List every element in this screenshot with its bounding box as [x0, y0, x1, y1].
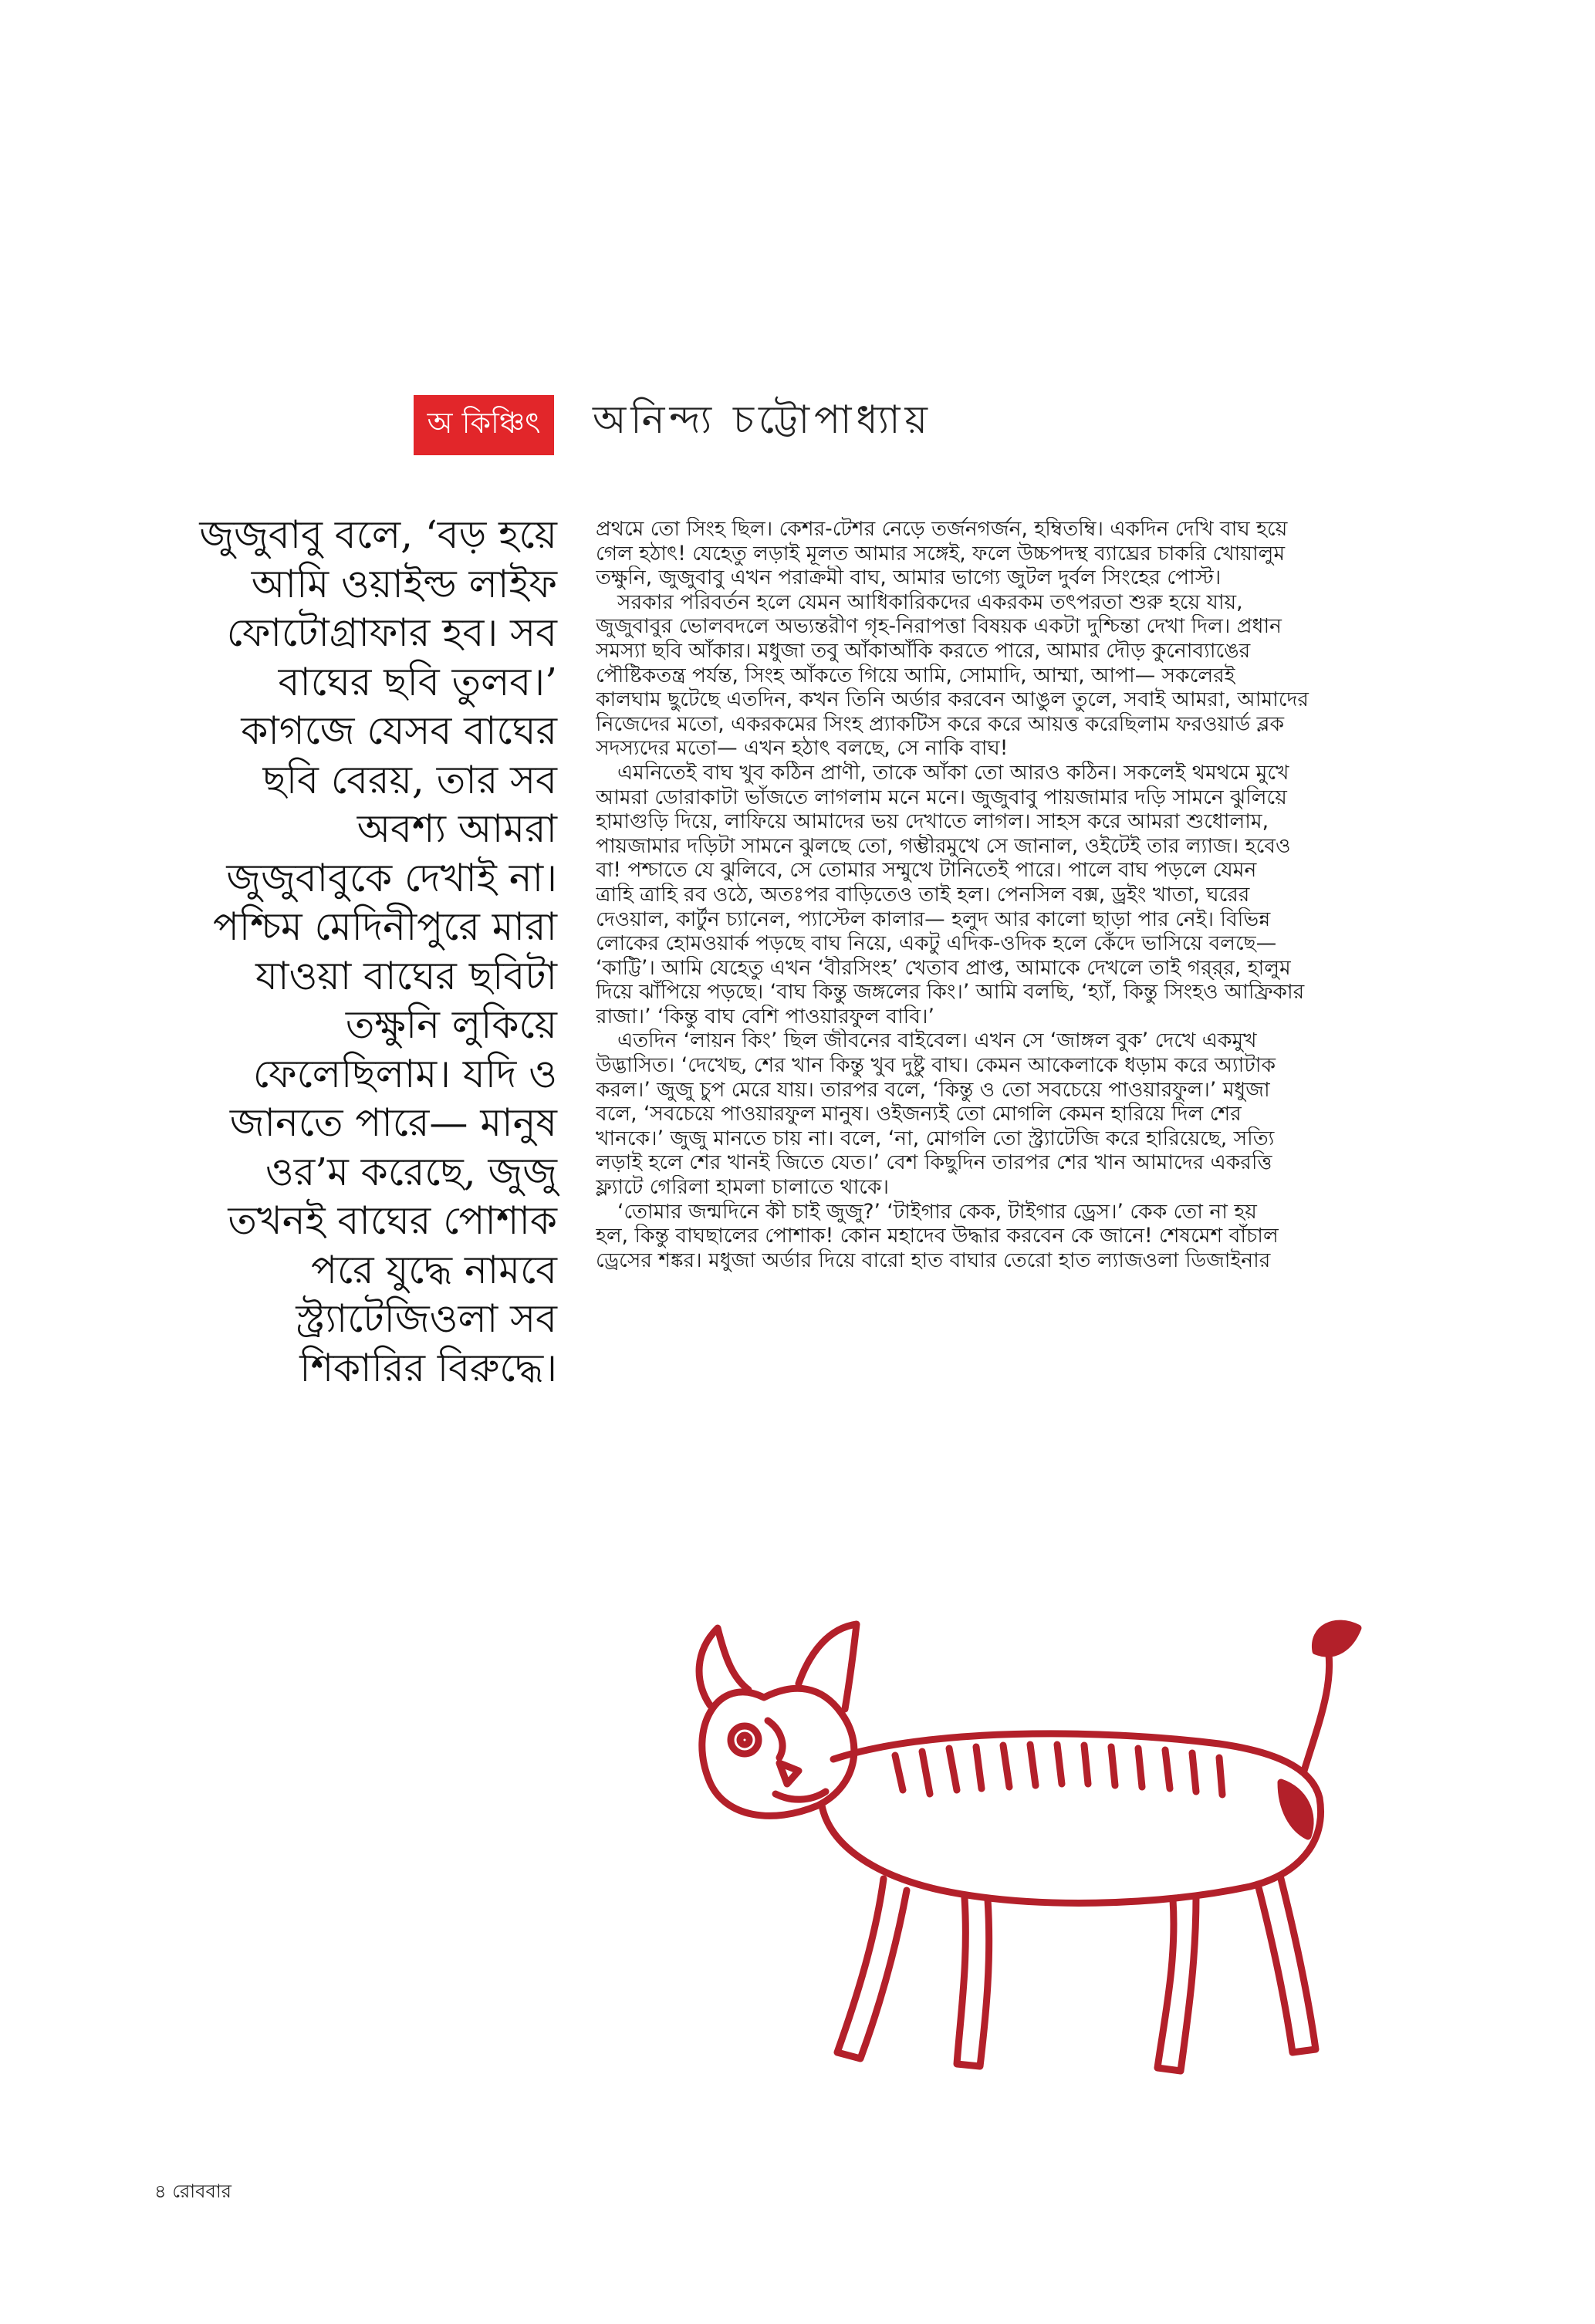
- pull-quote-line: অবশ্য আমরা: [357, 806, 557, 851]
- article-line: কালঘাম ছুটেছে এতদিন, কখন তিনি অর্ডার করবেন আঙুল তুলে, সবাই আমরা, আমাদের: [596, 687, 1309, 712]
- tiger-leg: [1258, 1879, 1316, 2052]
- page-folio: ৪ রোববার: [154, 2180, 231, 2202]
- pull-quote-line: ফোটোগ্রাফার হব। সব: [226, 610, 557, 655]
- tiger-stripe: [1192, 1753, 1196, 1792]
- article-line: এতদিন ‘লায়ন কিং’ ছিল জীবনের বাইবেল। এখন সে ‘জাঙ্গল বুক’ দেখে একমুখ: [617, 1029, 1257, 1053]
- pull-quote-line: তখনই বাঘের পোশাক: [228, 1198, 557, 1243]
- tiger-stripe: [895, 1755, 903, 1790]
- pull-quote-line: যাওয়া বাঘের ছবিটা: [255, 953, 557, 998]
- pull-quote-line: আমি ওয়াইল্ড লাইফ: [251, 561, 557, 606]
- tiger-eye: [740, 1735, 749, 1745]
- article-line: করল।’ জুজু চুপ মেরে যায়। তারপর বলে, ‘কিন্তু ও তো সবচেয়ে পাওয়ারফুল।’ মধুজা: [596, 1077, 1270, 1102]
- article-line: উদ্ভাসিত। ‘দেখেছ, শের খান কিন্তু খুব দুষ্টু বাঘ। কেমন আকেলাকে ধড়াম করে অ্যাটাক: [596, 1053, 1276, 1078]
- article-line: পায়জামার দড়িটা সামনে ঝুলছে তো, গম্ভীরমুখে সে জানাল, ওইটেই তার ল্যাজ। হবেও: [596, 833, 1291, 858]
- article-line: দিয়ে ঝাঁপিয়ে পড়ছে। ‘বাঘ কিন্তু জঙ্গলের কিং।’ আমি বলছি, ‘হ্যাঁ, কিন্তু সিংহও আফ্রিকার: [596, 980, 1305, 1005]
- tiger-tail-tip: [1315, 1623, 1358, 1653]
- pull-quote-line: স্ট্র্যাটেজিওলা সব: [296, 1296, 557, 1341]
- tiger-stripe: [1030, 1745, 1036, 1785]
- tiger-stripe: [1219, 1758, 1222, 1795]
- article-line: গেল হঠাৎ! যেহেতু লড়াই মূলত আমার সঙ্গেই, ফলে উচ্চপদস্থ ব্যাঘ্রের চাকরি খোয়ালুম: [596, 541, 1286, 566]
- pull-quote-line: ফেলেছিলাম। যদি ও: [252, 1051, 557, 1096]
- article-line: সরকার পরিবর্তন হলে যেমন আধিকারিকদের একরকম তৎপরতা শুরু হয়ে যায়,: [617, 589, 1243, 614]
- article-body: [596, 517, 1431, 1272]
- article-line: বা! পশ্চাতে যে ঝুলিবে, সে তোমার সম্মুখে টানিতেই পারে। পালে বাঘ পড়লে যেমন: [596, 858, 1257, 883]
- article-line: নিজেদের মতো, একরকমের সিংহ প্র্যাকটিস করে করে আয়ত্ত করেছিলাম ফরওয়ার্ড ব্লক: [596, 711, 1285, 736]
- article-line: হামাগুড়ি দিয়ে, লাফিয়ে আমাদের ভয় দেখাতে লাগল। সাহস করে আমরা শুধোলাম,: [596, 809, 1269, 834]
- tiger-mouth: [776, 1792, 826, 1799]
- tiger-eye: [731, 1726, 759, 1754]
- article-line: লড়াই হলে শের খানই জিতে যেত।’ বেশ কিছুদিন তারপর শের খান আমাদের একরত্তি: [596, 1150, 1272, 1175]
- article-line: জুজুবাবুর ভোলবদলে অভ্যন্তরীণ গৃহ-নিরাপত্তা বিষয়ক একটা দুশ্চিন্তা দেখা দিল। প্রধান: [596, 614, 1282, 639]
- tiger-stripe: [1165, 1750, 1170, 1789]
- article-line: আমরা ডোরাকাটা ভাঁজতে লাগলাম মনে মনে। জুজুবাবু পায়জামার দড়ি সামনে ঝুলিয়ে: [596, 785, 1287, 809]
- pull-quote-line: কাগজে যেসব বাঘের: [241, 708, 557, 753]
- pull-quote-line: শিকারির বিরুদ্ধে।: [299, 1345, 557, 1390]
- article-line: ‘তোমার জন্মদিনে কী চাই জুজু?’ ‘টাইগার কেক, টাইগার ড্রেস।’ কেক তো না হয়: [617, 1199, 1257, 1224]
- pull-quote-line: জুজুবাবু বলে, ‘বড় হয়ে: [199, 512, 557, 557]
- article-line: খানকে।’ জুজু মানতে চায় না। বলে, ‘না, মোগলি তো স্ট্র্যাটেজি করে হারিয়েছে, সত্যি: [596, 1126, 1275, 1150]
- article-line: সমস্যা ছবি আঁকার। মধুজা তবু আঁকাআঁকি করতে পারে, আমার দৌড় কুনোব্যাঙের: [596, 638, 1251, 663]
- section-tag: অ কিঞ্চিৎ: [414, 395, 554, 455]
- tiger-strokes: [699, 1623, 1358, 2071]
- tiger-stripe: [922, 1751, 930, 1794]
- article-line: ‘কাট্টি’। আমি যেহেতু এখন ‘বীরসিংহ’ খেতাব প্রাপ্ত, আমাকে দেখলে তাই গর্‌র্‌র, হালুম: [596, 955, 1291, 980]
- pull-quote-line: জানতে পারে— মানুষ: [229, 1100, 557, 1145]
- tiger-nose: [779, 1763, 799, 1784]
- pull-quote-line: পশ্চিম মেদিনীপুরে মারা: [212, 904, 557, 949]
- article-line: সদস্যদের মতো— এখন হঠাৎ বলছে, সে নাকি বাঘ!: [596, 736, 1009, 761]
- pull-quote-line: ছবি বেরয়, তার সব: [262, 757, 557, 802]
- pull-quote: [154, 511, 557, 1393]
- tiger-stripe: [1084, 1745, 1088, 1784]
- tiger-leg: [957, 1898, 989, 2066]
- article-line: এমনিতেই বাঘ খুব কঠিন প্রাণী, তাকে আঁকা তো আরও কঠিন। সকলেই থমথমে মুখে: [617, 760, 1289, 785]
- article-line: প্রথমে তো সিংহ ছিল। কেশর-টেশর নেড়ে তর্জনগর্জন, হম্বিতম্বি। একদিন দেখি বাঘ হয়ে: [596, 517, 1288, 541]
- article-line: বলে, ‘সবচেয়ে পাওয়ারফুল মানুষ। ওইজন্যই তো মোগলি কেমন হারিয়ে দিল শের: [596, 1102, 1242, 1127]
- tiger-stripe: [1057, 1745, 1062, 1784]
- tiger-leg: [837, 1879, 907, 2059]
- tiger-stripe: [976, 1747, 982, 1789]
- pull-quote-line: পরে যুদ্ধে নামবে: [311, 1247, 557, 1292]
- article-line: পৌষ্টিকতন্ত্র পর্যন্ত, সিংহ আঁকতে গিয়ে আমি, সোমাদি, আম্মা, আপা— সকলেরই: [596, 663, 1235, 687]
- tiger-drawing: [664, 1613, 1404, 2199]
- article-line: দেওয়াল, কার্টুন চ্যানেল, প্যাস্টেল কালার— হলুদ আর কালো ছাড়া পার নেই। বিভিন্ন: [596, 907, 1271, 931]
- tiger-tail: [1304, 1643, 1330, 1771]
- tiger-eye-mark: [768, 1721, 782, 1758]
- article-line: তক্ষুনি, জুজুবাবু এখন পরাক্রমী বাঘ, আমার ভাগ্যে জুটল দুর্বল সিংহের পোস্ট।: [596, 566, 1222, 590]
- pull-quote-line: বাঘের ছবি তুলব।’: [278, 659, 557, 704]
- tiger-stripe: [1111, 1747, 1115, 1785]
- tiger-stripe: [949, 1748, 957, 1790]
- tiger-stripe: [1138, 1748, 1142, 1787]
- pull-quote-line: তক্ষুনি লুকিয়ে: [345, 1002, 557, 1047]
- article-line: ত্রাহি ত্রাহি রব ওঠে, অতঃপর বাড়িতেও তাই হল। পেনসিল বক্স, ড্রইং খাতা, ঘরের: [596, 882, 1250, 907]
- article-line: ফ্ল্যাটে গেরিলা হামলা চালাতে থাকে।: [596, 1175, 889, 1200]
- author-name: অনিন্দ্য চট্টোপাধ্যায়: [593, 397, 932, 442]
- article-line: রাজা।’ ‘কিন্তু বাঘ বেশি পাওয়ারফুল বাবি।’: [596, 1004, 934, 1029]
- pull-quote-line: ওর’ম করেছে, জুজু: [265, 1149, 557, 1194]
- article-line: হল, কিন্তু বাঘছালের পোশাক! কোন মহাদেব উদ্ধার করবেন কে জানে! শেষমেশ বাঁচাল: [596, 1224, 1279, 1248]
- tiger-hip-patch: [1281, 1782, 1310, 1836]
- tiger-leg: [1157, 1897, 1196, 2071]
- tiger-stripe: [1003, 1745, 1009, 1787]
- pull-quote-line: জুজুবাবুকে দেখাই না।: [226, 855, 557, 900]
- article-line: লোকের হোমওয়ার্ক পড়ছে বাঘ নিয়ে, একটু এদিক-ওদিক হলে কেঁদে ভাসিয়ে বলছে—: [596, 931, 1277, 956]
- article-line: ড্রেসের শঙ্কর। মধুজা অর্ডার দিয়ে বারো হাত বাঘার তেরো হাত ল্যাজওলা ডিজাইনার: [596, 1248, 1271, 1272]
